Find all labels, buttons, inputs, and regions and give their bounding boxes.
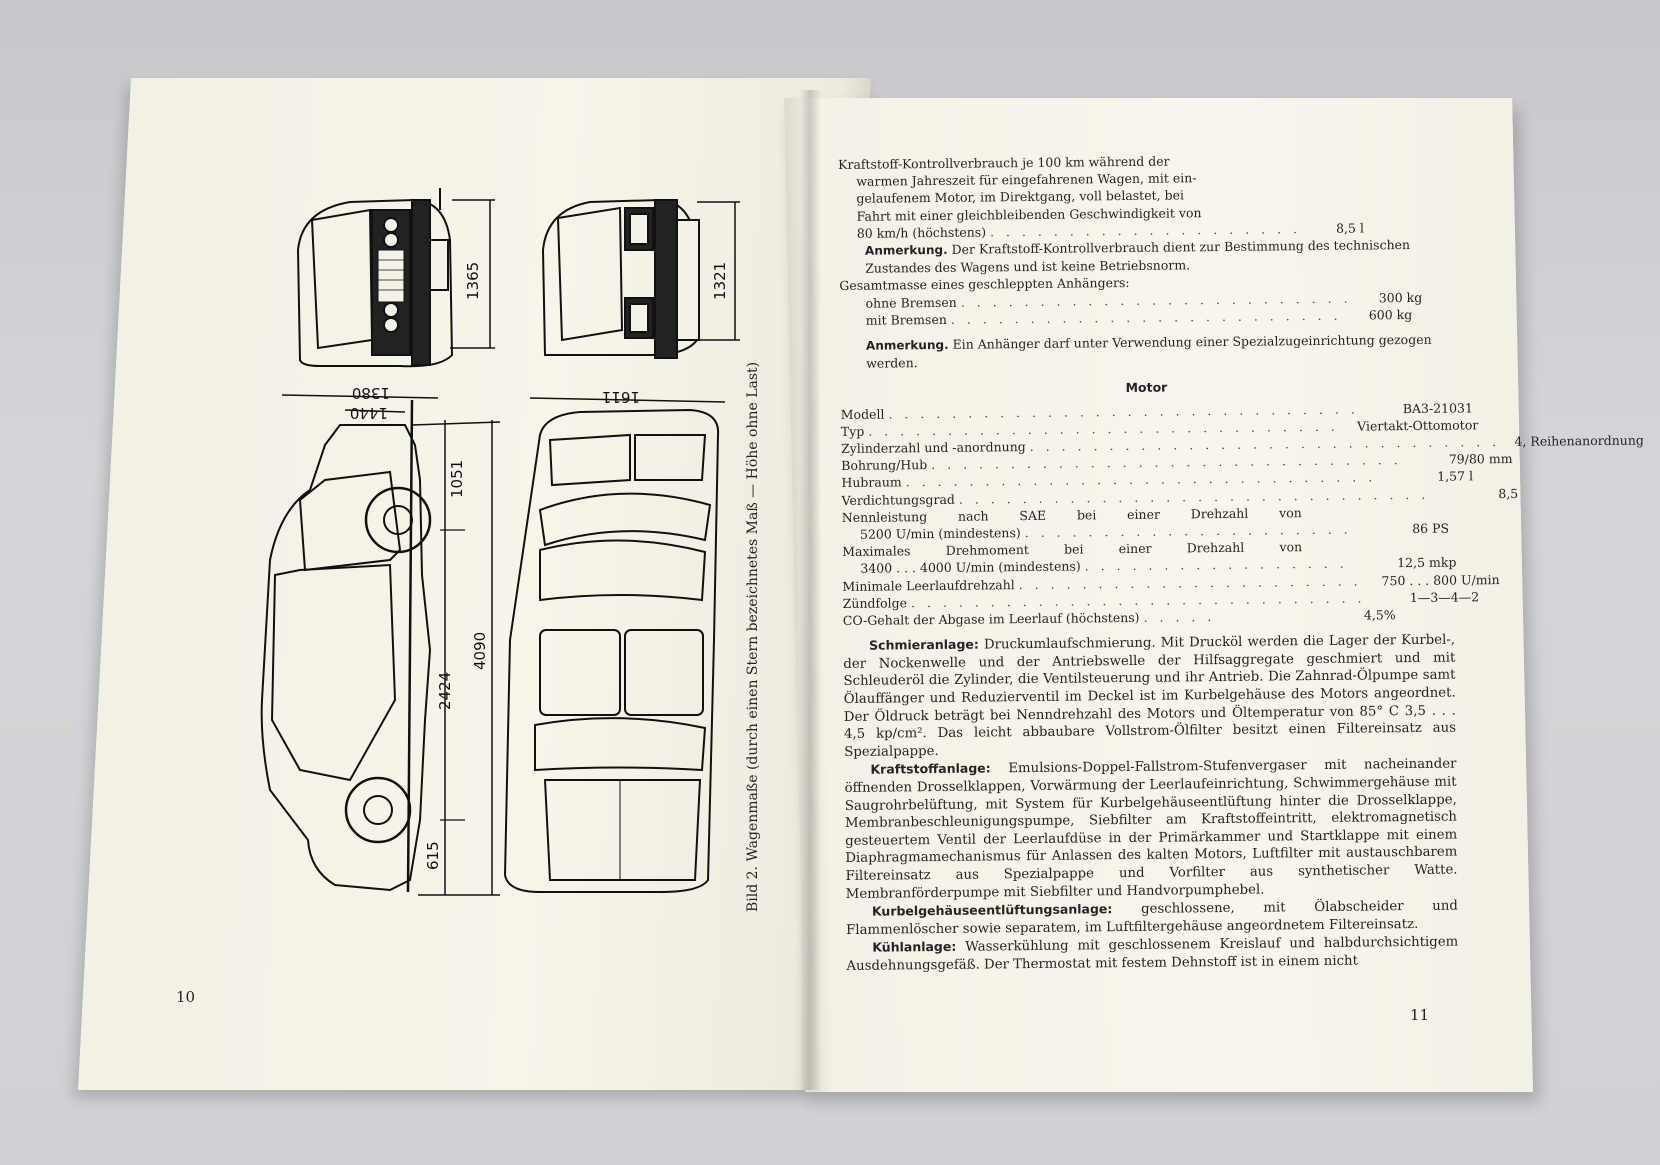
leader-dots: . . . . . (1143, 609, 1216, 625)
trailer-heading: Gesamtmasse eines geschleppten Anhängers: (839, 275, 1130, 294)
spec-value: 1—3—4—2 (1409, 589, 1480, 605)
spec-value: 8,5 (1498, 485, 1519, 501)
paragraph-text: Druckumlaufschmierung. Mit Drucköl werden die Lager der Kurbel-, der Nockenwelle und der Antriebswelle der Hilfsaggregate geschmiert und mit Schleuderöl die Zylinder, die Ventilsteuerung und ihr Antrieb. Die Zahnrad-Ölpumpe samt Ölauffänger und Reduzierventil im Deckel ist im Kurbelgehäuse des Motors angeordnet. Der Öldruck beträgt bei Nenndrehzahl des Motors und Öltemperatur von 85° C 3,5 . . . 4,5 kp/cm². Das leicht abbaubare Vollstrom-Ölfilter besitzt einen Filtereinsatz aus Spezialpappe. (843, 632, 1457, 760)
spec-label: Nennleistung nach SAE bei einer Drehzahl von (841, 505, 1302, 525)
section-title-motor: Motor (1125, 380, 1168, 396)
torque-row (842, 537, 1457, 578)
spec-value: Viertakt-Ottomotor (1357, 417, 1479, 434)
spec-value: 4,5% (1363, 607, 1396, 623)
dim-rear-height: 1321 (711, 261, 729, 300)
spec-value: 750 . . . 800 U/min (1381, 571, 1500, 589)
dim-width-top: 1611 (601, 388, 640, 406)
spec-label: Zylinderzahl und -anordnung (840, 439, 1026, 457)
car-dimension-drawing (240, 180, 800, 940)
note-text: Der Kraftstoff-Kontrollverbrauch dient zur Bestimmung des technischen Zustandes des Wagens und ist keine Betriebsnorm. (865, 237, 1411, 276)
trailer-value: 600 kg (1368, 306, 1413, 323)
top-view (505, 410, 718, 892)
leader-dots: . . . . . . . . . . . . . . . . . . . . . . . . . (950, 307, 1342, 327)
leader-dots: . . . . . . . . . . . . . . . . . . . . . . . . . . . . . . (1029, 434, 1501, 455)
spec-label: 5200 U/min (mindestens) (859, 525, 1021, 542)
leader-dots: . . . . . . . . . . . . . . . . . . . . . . . . . . . . . . (958, 486, 1430, 507)
spec-label: Minimale Leerlaufdrehzahl (842, 576, 1015, 594)
paragraph-cooling (846, 933, 1458, 976)
trailer-label: mit Bremsen (865, 311, 947, 328)
leader-dots: . . . . . . . . . . . . . . . . . . . . . . . . . (960, 290, 1352, 310)
spec-label: Verdichtungsgrad (841, 491, 955, 508)
page-number-left: 10 (176, 988, 196, 1006)
book-gutter (800, 90, 820, 1090)
spec-value: 1,57 l (1437, 468, 1474, 485)
fuel-value: 8,5 l (1335, 220, 1364, 236)
spec-value: 86 PS (1412, 520, 1450, 537)
spec-value: 4, Reihenanordnung (1514, 432, 1644, 449)
paragraph-title: Kühlanlage: (872, 939, 957, 956)
leader-dots: . . . . . . . . . . . . . . . . . (1084, 556, 1348, 574)
dim-front-height: 1365 (464, 261, 482, 300)
spec-label: Bohrung/Hub (841, 457, 928, 474)
leader-dots: . . . . . . . . . . . . . . . . . . . . . . . . . . . . . . (905, 469, 1377, 490)
fuel-line: Kraftstoff-Kontrollverbrauch je 100 km während der (838, 153, 1170, 172)
leader-dots: . . . . . . . . . . . . . . . . . . . . (989, 220, 1302, 240)
paragraph-title: Kraftstoffanlage: (870, 760, 991, 778)
dim-front-overhang: 1051 (448, 459, 466, 498)
dim-width-overall: 1440 (349, 404, 388, 422)
figure-caption: Bild 2. Wagenmaße (durch einen Stern bezeichnetes Maß — Höhe ohne Last) (745, 361, 761, 912)
spec-label: CO-Gehalt der Abgase im Leerlauf (höchstens) (842, 609, 1140, 629)
paragraph-lubrication (843, 631, 1456, 762)
paragraph-fuel-system (844, 755, 1457, 903)
dim-track-front: 1380 (351, 384, 390, 402)
note-title: Anmerkung. (865, 337, 949, 353)
trailer-value: 300 kg (1378, 289, 1423, 305)
trailer-label: ohne Bremsen (865, 294, 957, 311)
paragraph-text: Emulsions-Doppel-Fallstrom-Stufenvergaser mit nacheinander öffnenden Drosselklappen, Vorwärmung der Leerlaufeinrichtung, Schwimmergehäuse mit Saugrohrbelüftung, mit System für Kurbelgehäuseentlüftung hinter die Drosselklappe, Membranbeschleunigungspumpe, Siebfilter am Kraftstoffeintritt, elektromagnetisch gesteuertem Ventil der Leerlaufdüse in der Primärkammer und Startklappe mit einem Diaphragmamechanismus für Anlassen des kalten Motors, Luftfilter mit austauschbarem Filtereinsatz aus Spezialpappe und Vorfilter aus synthetischer Watte. Membranförderpumpe mit Siebfilter und Handvorpumphebel. (844, 756, 1458, 902)
leader-dots: . . . . . . . . . . . . . . . . . . . . . . . . . . . . . . (931, 452, 1402, 473)
fuel-line: 80 km/h (höchstens) (856, 224, 987, 241)
leader-dots: . . . . . . . . . . . . . . . . . . . . . . . . . . . . . . (868, 418, 1339, 439)
spec-label: Typ (840, 423, 865, 439)
dim-length: 4090 (471, 631, 489, 670)
dim-rear-overhang: 615 (424, 841, 442, 870)
paragraph-title: Schmieranlage: (869, 636, 979, 653)
spec-value: 79/80 mm (1448, 451, 1513, 467)
leader-dots: . . . . . . . . . . . . . . . . . . . . . . . . . . . . . (910, 590, 1366, 611)
spec-label: Modell (840, 406, 885, 422)
fuel-consumption (838, 150, 1451, 242)
leader-dots: . . . . . . . . . . . . . . . . . . . . . (1024, 521, 1352, 541)
fuel-line: gelaufenem Motor, im Direktgang, voll belastet, bei (856, 187, 1185, 207)
spec-value: BA3-21031 (1402, 400, 1473, 416)
paragraph-text: geschlossene, mit Ölabscheider und Flammenlöscher sowie separatem, im Luftfiltergehäuse angeordnetem Filtereinsatz. (846, 898, 1458, 938)
note-text: Ein Anhänger darf unter Verwendung einer Spezialzugeinrichtung gezogen werden. (866, 331, 1432, 371)
spec-label: Hubraum (841, 474, 902, 491)
spec-value: 12,5 mkp (1397, 555, 1457, 571)
spec-label: Maximales Drehmoment bei einer Drehzahl von (842, 539, 1303, 560)
trailer-section (839, 271, 1452, 329)
dim-wheelbase: 2424 (436, 671, 454, 710)
note-title: Anmerkung. (864, 242, 948, 258)
paragraph-text: Wasserkühlung mit geschlossenem Kreislauf und halbdurchsichtigem Ausdehnungsgefäß. Der Thermostat mit festem Dehnstoff ist in einem nicht (846, 934, 1459, 974)
leader-dots: . . . . . . . . . . . . . . . . . . . . . . (1018, 573, 1362, 592)
page-number-right: 11 (1410, 1006, 1430, 1024)
fuel-line: warmen Jahreszeit für eingefahrenen Wagen, mit ein- (856, 170, 1197, 190)
fuel-line: Fahrt mit einer gleichbleibenden Geschwindigkeit von (856, 204, 1202, 224)
spec-text-block (838, 150, 1644, 976)
power-row (842, 502, 1454, 543)
spec-label: 3400 . . . 4000 U/min (mindestens) (860, 558, 1081, 577)
paragraph-title: Kurbelgehäuseentlüftungsanlage: (871, 901, 1113, 919)
spec-label: Zündfolge (842, 595, 908, 611)
leader-dots: . . . . . . . . . . . . . . . . . . . . . . . . . . . . . . (888, 401, 1359, 422)
note-2 (840, 331, 1452, 373)
motor-spec-list (840, 399, 1644, 629)
